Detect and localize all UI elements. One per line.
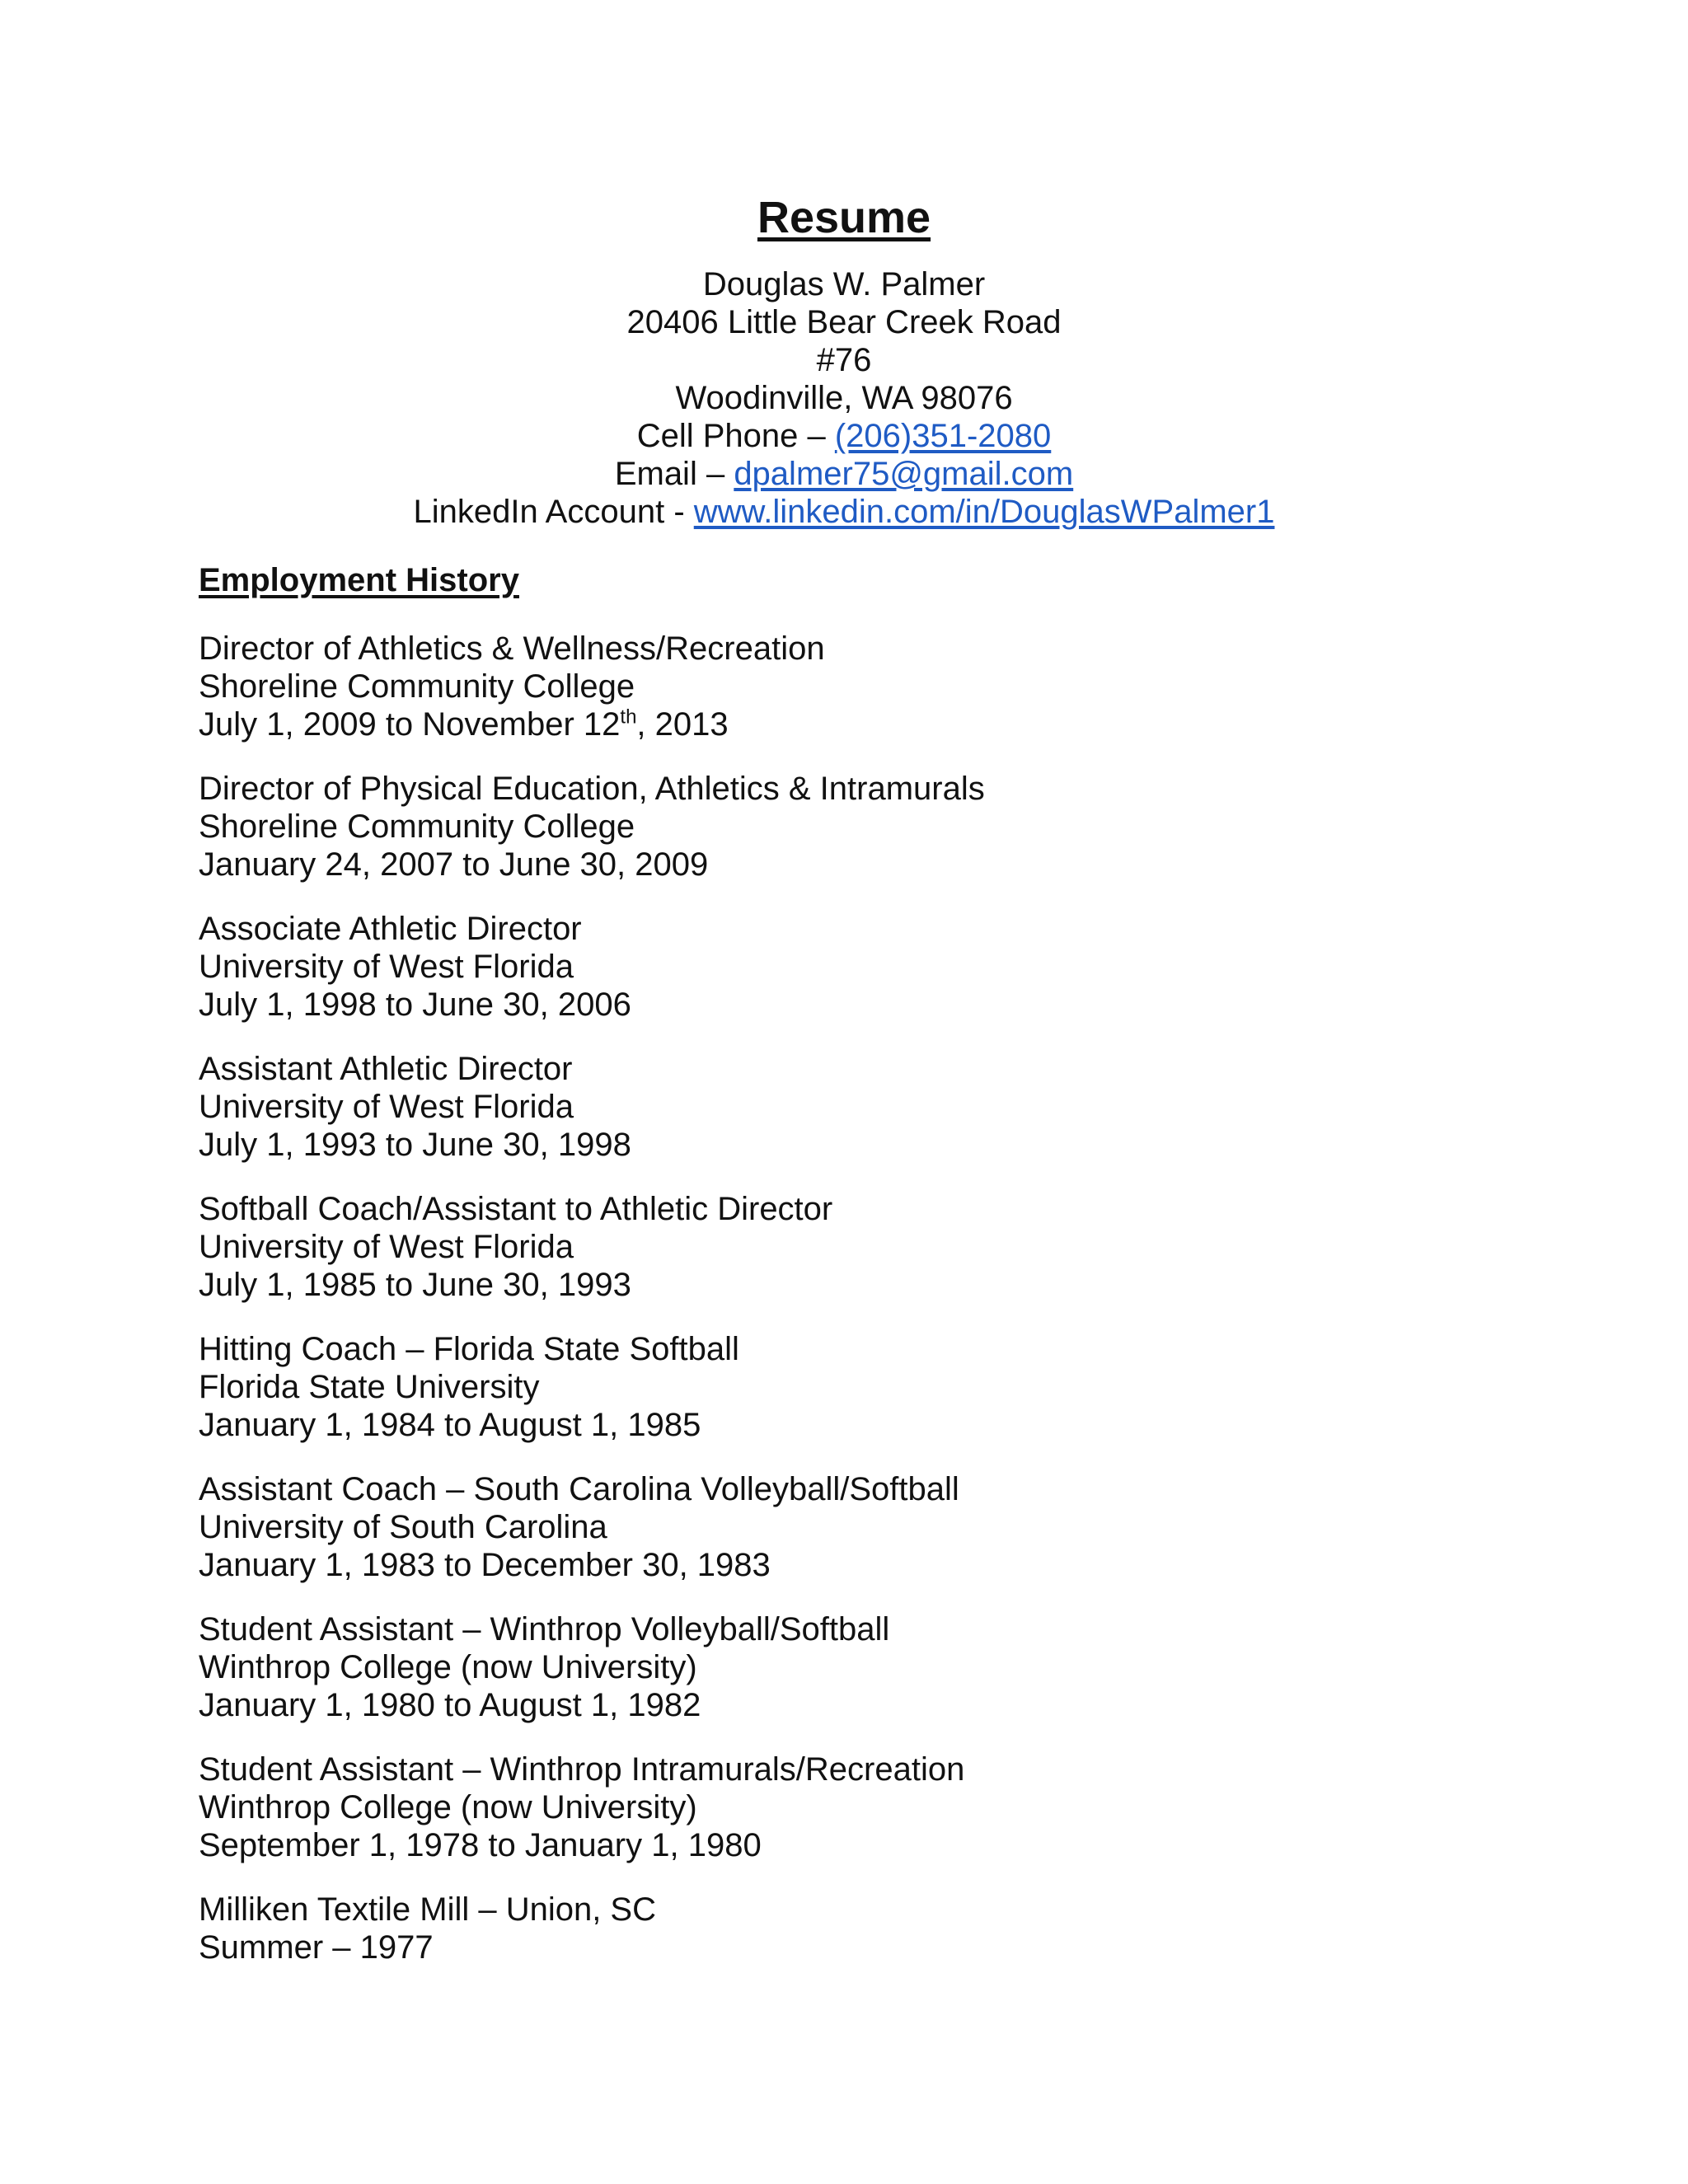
job-entry	[199, 1330, 1517, 1444]
job-dates: September 1, 1978 to January 1, 1980	[199, 1827, 762, 1863]
phone-link[interactable]: (206)351-2080	[834, 418, 1052, 454]
job-organization: University of South Carolina	[199, 1509, 607, 1545]
linkedin-line	[0, 493, 1688, 531]
linkedin-label: LinkedIn Account -	[413, 494, 694, 530]
job-entry	[199, 1610, 1517, 1724]
resume-header	[0, 191, 1688, 531]
job-organization: University of West Florida	[199, 1229, 574, 1265]
job-organization: Shoreline Community College	[199, 808, 635, 845]
job-dates: January 1, 1980 to August 1, 1982	[199, 1687, 701, 1723]
job-entry	[199, 630, 1517, 743]
job-organization: Winthrop College (now University)	[199, 1649, 697, 1685]
job-entry	[199, 1891, 1517, 1966]
job-dates: January 24, 2007 to June 30, 2009	[199, 846, 709, 883]
job-dates: July 1, 1985 to June 30, 1993	[199, 1267, 631, 1303]
job-title: Milliken Textile Mill – Union, SC	[199, 1891, 656, 1928]
job-entry	[199, 1470, 1517, 1584]
job-title: Associate Athletic Director	[199, 911, 582, 947]
job-organization: Florida State University	[199, 1369, 540, 1405]
address-line-1: 20406 Little Bear Creek Road	[626, 304, 1062, 340]
job-dates	[199, 705, 1517, 743]
job-organization: Winthrop College (now University)	[199, 1789, 697, 1825]
job-entry	[199, 910, 1517, 1024]
city-state-zip: Woodinville, WA 98076	[675, 380, 1013, 416]
job-title: Student Assistant – Winthrop Intramurals/Recreation	[199, 1751, 965, 1788]
job-title: Hitting Coach – Florida State Softball	[199, 1331, 739, 1367]
job-entry	[199, 770, 1517, 883]
job-title: Softball Coach/Assistant to Athletic Director	[199, 1191, 833, 1227]
email-label: Email –	[614, 456, 734, 492]
job-dates-year: , 2013	[636, 706, 729, 743]
email-link[interactable]: dpalmer75@gmail.com	[734, 456, 1074, 492]
job-entry	[199, 1050, 1517, 1164]
phone-label: Cell Phone –	[636, 418, 835, 454]
employment-history-heading: Employment History	[199, 562, 519, 598]
job-title: Assistant Athletic Director	[199, 1051, 573, 1087]
job-dates: July 1, 1993 to June 30, 1998	[199, 1127, 631, 1163]
job-organization: University of West Florida	[199, 949, 574, 985]
job-organization: Shoreline Community College	[199, 668, 635, 705]
employment-list	[199, 630, 1517, 1993]
ordinal-suffix: th	[620, 705, 637, 729]
phone-line	[0, 417, 1688, 455]
linkedin-link[interactable]: www.linkedin.com/in/DouglasWPalmer1	[693, 494, 1275, 530]
contact-name: Douglas W. Palmer	[702, 266, 986, 302]
job-title: Director of Athletics & Wellness/Recreation	[199, 630, 825, 667]
job-title: Assistant Coach – South Carolina Volleyball/Softball	[199, 1471, 959, 1507]
job-organization: University of West Florida	[199, 1089, 574, 1125]
job-entry	[199, 1750, 1517, 1864]
job-dates: July 1, 1998 to June 30, 2006	[199, 987, 631, 1023]
email-line	[0, 455, 1688, 493]
job-title: Director of Physical Education, Athletics & Intramurals	[199, 771, 985, 807]
job-dates-main: July 1, 2009 to November 12	[199, 706, 621, 743]
job-dates: January 1, 1984 to August 1, 1985	[199, 1407, 701, 1443]
address-line-2: #76	[816, 342, 872, 378]
document-title: Resume	[757, 193, 931, 242]
job-dates: January 1, 1983 to December 30, 1983	[199, 1547, 771, 1583]
job-dates: Summer – 1977	[199, 1929, 434, 1966]
job-entry	[199, 1190, 1517, 1304]
job-title: Student Assistant – Winthrop Volleyball/Softball	[199, 1611, 890, 1647]
